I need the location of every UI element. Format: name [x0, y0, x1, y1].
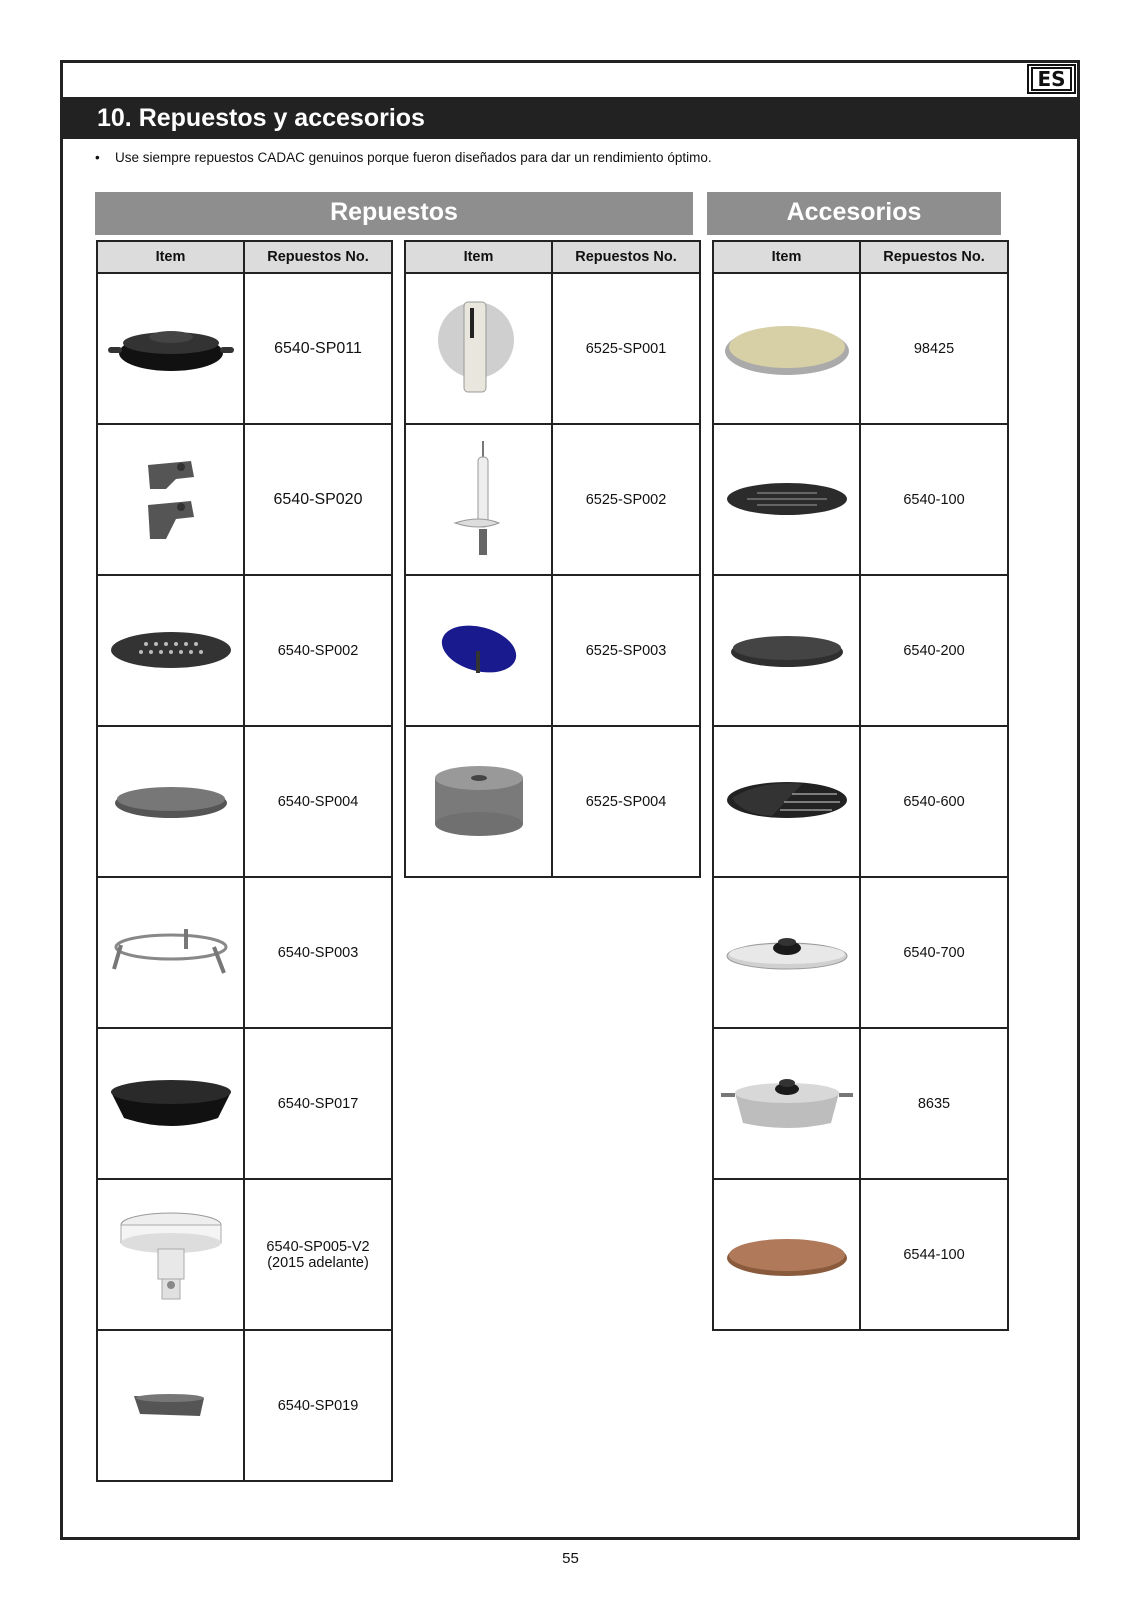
table-row [97, 1330, 392, 1481]
table-row [405, 273, 700, 424]
table-row [713, 424, 1008, 575]
part-no [244, 1179, 392, 1330]
bullet-dot-icon: • [95, 150, 100, 165]
table-row [97, 726, 392, 877]
part-no: 6540-700 [860, 877, 1008, 1028]
table-row [713, 575, 1008, 726]
part-no: 6540-SP019 [244, 1330, 392, 1481]
table-row [97, 273, 392, 424]
accesorios-heading: Accesorios [707, 192, 1001, 235]
handle-clips-icon [97, 424, 244, 575]
bbq-grid-icon [713, 424, 860, 575]
table-row [97, 424, 392, 575]
control-knob-icon [405, 273, 552, 424]
col-item-header: Item [97, 241, 244, 273]
table-row [713, 1028, 1008, 1179]
small-handle-icon [97, 1330, 244, 1481]
repuestos-table-left [96, 240, 393, 1482]
part-no: 98425 [860, 273, 1008, 424]
part-no: 6525-SP003 [552, 575, 700, 726]
stone-foot-icon [405, 726, 552, 877]
part-no: 6540-SP003 [244, 877, 392, 1028]
part-no: 6540-200 [860, 575, 1008, 726]
info-bullet: • Use siempre repuestos CADAC genuinos porque fueron diseñados para dar un rendimiento óptimo. [95, 150, 712, 165]
table-header-row [97, 241, 392, 273]
flat-plate-icon [97, 726, 244, 877]
col-item-header: Item [713, 241, 860, 273]
table-row [405, 424, 700, 575]
electrode-icon [405, 424, 552, 575]
accesorios-table [712, 240, 1009, 1331]
col-part-no-header: Repuestos No. [552, 241, 700, 273]
part-no: 8635 [860, 1028, 1008, 1179]
table-row [405, 575, 700, 726]
table-row [713, 1179, 1008, 1330]
table-row [97, 1028, 392, 1179]
part-no: 6540-SP017 [244, 1028, 392, 1179]
burner-icon [97, 1179, 244, 1330]
lid-pan-icon [97, 273, 244, 424]
pot-stand-ring-icon [97, 877, 244, 1028]
pizza-stone-icon [713, 273, 860, 424]
repuestos-heading: Repuestos [95, 192, 693, 235]
page-number: 55 [562, 1550, 579, 1567]
part-no-line: 6540-SP005-V2 [266, 1238, 370, 1255]
part-no: 6540-SP004 [244, 726, 392, 877]
table-row [97, 575, 392, 726]
paella-pan-icon [713, 1028, 860, 1179]
part-no: 6525-SP001 [552, 273, 700, 424]
section-title: 10. Repuestos y accesorios [63, 97, 1077, 139]
part-no: 6540-SP020 [244, 424, 392, 575]
griddle-plate-icon [713, 575, 860, 726]
table-header-row [713, 241, 1008, 273]
part-no: 6540-SP002 [244, 575, 392, 726]
glass-lid-icon [713, 877, 860, 1028]
black-bowl-icon [97, 1028, 244, 1179]
repuestos-table-right [404, 240, 701, 878]
table-row [405, 726, 700, 877]
blue-lens-icon [405, 575, 552, 726]
part-no: 6540-SP011 [244, 273, 392, 424]
col-item-header: Item [405, 241, 552, 273]
part-no: 6544-100 [860, 1179, 1008, 1330]
table-row [713, 726, 1008, 877]
col-part-no-header: Repuestos No. [860, 241, 1008, 273]
part-no: 6540-100 [860, 424, 1008, 575]
terracotta-stone-icon [713, 1179, 860, 1330]
part-no: 6525-SP004 [552, 726, 700, 877]
part-no-line: (2015 adelante) [267, 1254, 369, 1271]
part-no: 6525-SP002 [552, 424, 700, 575]
table-header-row [405, 241, 700, 273]
table-row [713, 273, 1008, 424]
language-badge: ES [1027, 64, 1076, 94]
part-no: 6540-600 [860, 726, 1008, 877]
table-row [713, 877, 1008, 1028]
combo-grid-icon [713, 726, 860, 877]
table-row [97, 877, 392, 1028]
col-part-no-header: Repuestos No. [244, 241, 392, 273]
grill-grid-icon [97, 575, 244, 726]
table-row [97, 1179, 392, 1330]
